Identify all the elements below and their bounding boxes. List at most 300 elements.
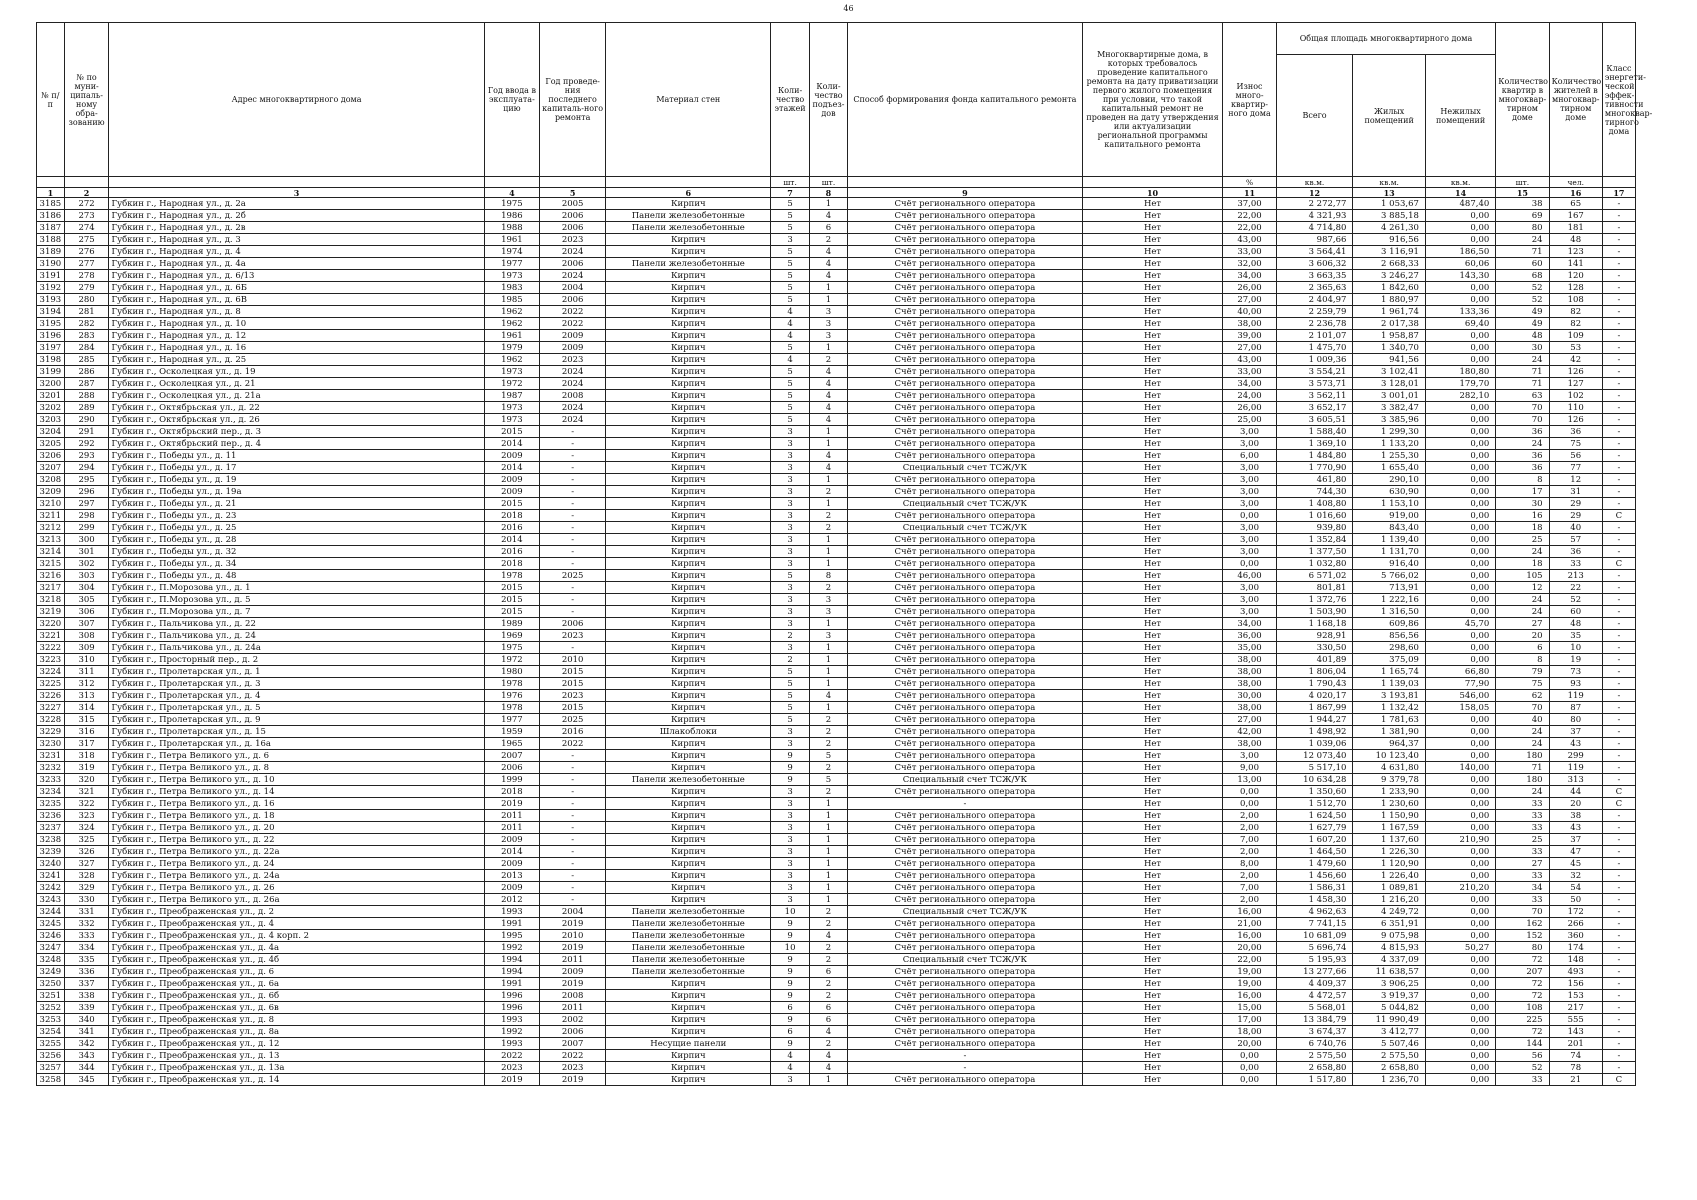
cell-address: Губкин г., Преображенская ул., д. 4 корп. 2: [109, 930, 484, 942]
cell-row-number: 3214: [37, 546, 65, 558]
cell-area-nonresidential: 0,00: [1425, 342, 1495, 354]
cell-area-nonresidential: 210,20: [1425, 882, 1495, 894]
cell-wear: 15,00: [1223, 1002, 1276, 1014]
cell-apartments: 80: [1496, 222, 1549, 234]
cell-entrances: 2: [809, 906, 847, 918]
cell-area-nonresidential: 0,00: [1425, 402, 1495, 414]
table-row: [37, 654, 1636, 666]
cell-repair-required: Нет: [1082, 270, 1223, 282]
cell-apartments: 38: [1496, 198, 1549, 210]
cell-entrances: 2: [809, 942, 847, 954]
cell-last-repair-year: -: [540, 486, 606, 498]
cell-fund-method: Счёт регионального оператора: [848, 570, 1083, 582]
cell-last-repair-year: -: [540, 786, 606, 798]
cell-area-total: 1 369,10: [1276, 438, 1353, 450]
cell-municipal-number: 273: [64, 210, 109, 222]
cell-last-repair-year: -: [540, 498, 606, 510]
cell-entrances: 3: [809, 630, 847, 642]
cell-area-total: 12 073,40: [1276, 750, 1353, 762]
cell-build-year: 1993: [484, 1014, 539, 1026]
cell-fund-method: Счёт регионального оператора: [848, 594, 1083, 606]
unit-cell: шт.: [1496, 177, 1549, 188]
cell-repair-required: Нет: [1082, 678, 1223, 690]
table-row: [37, 594, 1636, 606]
cell-wear: 27,00: [1223, 294, 1276, 306]
cell-area-nonresidential: 0,00: [1425, 534, 1495, 546]
cell-fund-method: -: [848, 798, 1083, 810]
cell-area-residential: 1 120,90: [1353, 858, 1425, 870]
cell-entrances: 4: [809, 1062, 847, 1074]
cell-residents: 21: [1549, 1074, 1602, 1086]
cell-build-year: 2014: [484, 846, 539, 858]
cell-repair-required: Нет: [1082, 234, 1223, 246]
cell-area-total: 1 498,92: [1276, 726, 1353, 738]
cell-repair-required: Нет: [1082, 438, 1223, 450]
table-row: [37, 222, 1636, 234]
cell-wear: 3,00: [1223, 546, 1276, 558]
cell-last-repair-year: -: [540, 438, 606, 450]
cell-floors: 9: [771, 774, 809, 786]
cell-fund-method: Счёт регионального оператора: [848, 1026, 1083, 1038]
cell-last-repair-year: 2024: [540, 366, 606, 378]
cell-entrances: 4: [809, 378, 847, 390]
cell-entrances: 3: [809, 330, 847, 342]
cell-build-year: 1992: [484, 1026, 539, 1038]
cell-repair-required: Нет: [1082, 498, 1223, 510]
cell-build-year: 1978: [484, 702, 539, 714]
cell-build-year: 2009: [484, 486, 539, 498]
cell-area-residential: 3 919,37: [1353, 990, 1425, 1002]
cell-wall-material: Панели железобетонные: [606, 774, 771, 786]
cell-fund-method: Счёт регионального оператора: [848, 750, 1083, 762]
cell-area-residential: 1 842,60: [1353, 282, 1425, 294]
cell-last-repair-year: 2006: [540, 210, 606, 222]
cell-entrances: 1: [809, 534, 847, 546]
cell-residents: 360: [1549, 930, 1602, 942]
cell-address: Губкин г., Просторный пер., д. 2: [109, 654, 484, 666]
cell-entrances: 2: [809, 582, 847, 594]
cell-wall-material: Кирпич: [606, 450, 771, 462]
cell-residents: 127: [1549, 378, 1602, 390]
cell-energy-class: -: [1602, 1002, 1635, 1014]
cell-residents: 493: [1549, 966, 1602, 978]
cell-area-residential: 1 150,90: [1353, 810, 1425, 822]
cell-area-total: 1 806,04: [1276, 666, 1353, 678]
cell-municipal-number: 318: [64, 750, 109, 762]
cell-wear: 32,00: [1223, 258, 1276, 270]
cell-last-repair-year: 2025: [540, 570, 606, 582]
table-row: [37, 786, 1636, 798]
cell-last-repair-year: -: [540, 462, 606, 474]
cell-area-residential: 3 885,18: [1353, 210, 1425, 222]
cell-last-repair-year: 2010: [540, 930, 606, 942]
cell-fund-method: Счёт регионального оператора: [848, 702, 1083, 714]
cell-last-repair-year: -: [540, 894, 606, 906]
cell-residents: 12: [1549, 474, 1602, 486]
cell-wall-material: Кирпич: [606, 486, 771, 498]
cell-residents: 108: [1549, 294, 1602, 306]
header-energy-class: Класс энергети-ческой эффек-тивности многоквар-тирного дома: [1602, 23, 1635, 177]
cell-residents: 65: [1549, 198, 1602, 210]
cell-area-total: 3 674,37: [1276, 1026, 1353, 1038]
cell-row-number: 3244: [37, 906, 65, 918]
cell-floors: 5: [771, 258, 809, 270]
cell-area-total: 1 586,31: [1276, 882, 1353, 894]
cell-area-nonresidential: 158,05: [1425, 702, 1495, 714]
cell-municipal-number: 345: [64, 1074, 109, 1086]
cell-apartments: 30: [1496, 342, 1549, 354]
cell-repair-required: Нет: [1082, 882, 1223, 894]
cell-address: Губкин г., Октябрьская ул., д. 26: [109, 414, 484, 426]
cell-address: Губкин г., Народная ул., д. 25: [109, 354, 484, 366]
cell-entrances: 4: [809, 402, 847, 414]
cell-wall-material: Кирпич: [606, 510, 771, 522]
cell-wall-material: Кирпич: [606, 834, 771, 846]
cell-municipal-number: 330: [64, 894, 109, 906]
cell-entrances: 8: [809, 570, 847, 582]
cell-energy-class: -: [1602, 210, 1635, 222]
cell-entrances: 2: [809, 738, 847, 750]
cell-address: Губкин г., Осколецкая ул., д. 19: [109, 366, 484, 378]
cell-residents: 52: [1549, 594, 1602, 606]
cell-fund-method: -: [848, 1050, 1083, 1062]
cell-last-repair-year: -: [540, 882, 606, 894]
cell-energy-class: -: [1602, 846, 1635, 858]
cell-entrances: 2: [809, 918, 847, 930]
cell-municipal-number: 289: [64, 402, 109, 414]
cell-area-residential: 3 116,91: [1353, 246, 1425, 258]
cell-row-number: 3215: [37, 558, 65, 570]
cell-area-nonresidential: 0,00: [1425, 498, 1495, 510]
cell-area-residential: 916,56: [1353, 234, 1425, 246]
cell-municipal-number: 298: [64, 510, 109, 522]
cell-wear: 26,00: [1223, 402, 1276, 414]
cell-last-repair-year: 2006: [540, 618, 606, 630]
cell-address: Губкин г., Преображенская ул., д. 6б: [109, 990, 484, 1002]
cell-wall-material: Панели железобетонные: [606, 210, 771, 222]
cell-row-number: 3226: [37, 690, 65, 702]
cell-energy-class: -: [1602, 330, 1635, 342]
cell-area-nonresidential: 0,00: [1425, 630, 1495, 642]
cell-municipal-number: 308: [64, 630, 109, 642]
cell-area-total: 1 032,80: [1276, 558, 1353, 570]
cell-wall-material: Кирпич: [606, 870, 771, 882]
cell-wall-material: Кирпич: [606, 546, 771, 558]
cell-municipal-number: 337: [64, 978, 109, 990]
cell-wear: 20,00: [1223, 942, 1276, 954]
cell-entrances: 2: [809, 234, 847, 246]
cell-floors: 5: [771, 222, 809, 234]
cell-area-residential: 1 216,20: [1353, 894, 1425, 906]
cell-apartments: 71: [1496, 762, 1549, 774]
table-row: [37, 258, 1636, 270]
cell-area-residential: 1 781,63: [1353, 714, 1425, 726]
cell-apartments: 24: [1496, 546, 1549, 558]
cell-last-repair-year: -: [540, 750, 606, 762]
cell-build-year: 2014: [484, 462, 539, 474]
cell-residents: 60: [1549, 606, 1602, 618]
cell-wall-material: Кирпич: [606, 474, 771, 486]
cell-wear: 38,00: [1223, 702, 1276, 714]
cell-area-total: 2 365,63: [1276, 282, 1353, 294]
cell-wear: 3,00: [1223, 606, 1276, 618]
cell-floors: 3: [771, 810, 809, 822]
cell-area-nonresidential: 0,00: [1425, 582, 1495, 594]
cell-row-number: 3251: [37, 990, 65, 1002]
cell-wear: 0,00: [1223, 786, 1276, 798]
cell-wear: 39,00: [1223, 330, 1276, 342]
cell-repair-required: Нет: [1082, 990, 1223, 1002]
cell-entrances: 2: [809, 978, 847, 990]
cell-row-number: 3235: [37, 798, 65, 810]
cell-floors: 3: [771, 834, 809, 846]
cell-fund-method: Счёт регионального оператора: [848, 222, 1083, 234]
cell-area-residential: 4 261,30: [1353, 222, 1425, 234]
cell-row-number: 3207: [37, 462, 65, 474]
cell-wear: 19,00: [1223, 978, 1276, 990]
cell-floors: 9: [771, 1038, 809, 1050]
cell-floors: 3: [771, 426, 809, 438]
cell-area-residential: 11 990,49: [1353, 1014, 1425, 1026]
cell-build-year: 2006: [484, 762, 539, 774]
unit-cell: [64, 177, 109, 188]
cell-energy-class: -: [1602, 1026, 1635, 1038]
cell-fund-method: Счёт регионального оператора: [848, 474, 1083, 486]
cell-municipal-number: 322: [64, 798, 109, 810]
cell-floors: 3: [771, 798, 809, 810]
cell-apartments: 225: [1496, 1014, 1549, 1026]
cell-area-residential: 1 255,30: [1353, 450, 1425, 462]
cell-energy-class: -: [1602, 1062, 1635, 1074]
table-row: [37, 990, 1636, 1002]
cell-fund-method: Счёт регионального оператора: [848, 690, 1083, 702]
cell-residents: 77: [1549, 462, 1602, 474]
cell-energy-class: -: [1602, 990, 1635, 1002]
cell-wall-material: Панели железобетонные: [606, 942, 771, 954]
cell-build-year: 1999: [484, 774, 539, 786]
cell-area-residential: 4 249,72: [1353, 906, 1425, 918]
unit-cell: кв.м.: [1425, 177, 1495, 188]
cell-build-year: 1977: [484, 258, 539, 270]
cell-row-number: 3237: [37, 822, 65, 834]
cell-energy-class: -: [1602, 894, 1635, 906]
cell-floors: 3: [771, 726, 809, 738]
cell-build-year: 2009: [484, 834, 539, 846]
unit-cell: [37, 177, 65, 188]
cell-address: Губкин г., Петра Великого ул., д. 10: [109, 774, 484, 786]
cell-repair-required: Нет: [1082, 762, 1223, 774]
cell-area-nonresidential: 50,27: [1425, 942, 1495, 954]
cell-residents: 174: [1549, 942, 1602, 954]
cell-build-year: 1973: [484, 270, 539, 282]
cell-address: Губкин г., Петра Великого ул., д. 16: [109, 798, 484, 810]
cell-residents: 143: [1549, 1026, 1602, 1038]
cell-area-residential: 1 299,30: [1353, 426, 1425, 438]
cell-address: Губкин г., Петра Великого ул., д. 6: [109, 750, 484, 762]
cell-residents: 54: [1549, 882, 1602, 894]
cell-repair-required: Нет: [1082, 486, 1223, 498]
cell-entrances: 4: [809, 258, 847, 270]
cell-floors: 3: [771, 870, 809, 882]
cell-wear: 34,00: [1223, 378, 1276, 390]
cell-wall-material: Кирпич: [606, 522, 771, 534]
cell-apartments: 17: [1496, 486, 1549, 498]
cell-address: Губкин г., Осколецкая ул., д. 21: [109, 378, 484, 390]
cell-last-repair-year: -: [540, 846, 606, 858]
unit-cell: кв.м.: [1276, 177, 1353, 188]
table-header: [37, 23, 1653, 198]
cell-fund-method: Счёт регионального оператора: [848, 1038, 1083, 1050]
cell-floors: 3: [771, 642, 809, 654]
table-row: [37, 678, 1636, 690]
cell-address: Губкин г., Победы ул., д. 34: [109, 558, 484, 570]
cell-row-number: 3243: [37, 894, 65, 906]
cell-area-total: 1 168,18: [1276, 618, 1353, 630]
cell-area-nonresidential: 0,00: [1425, 726, 1495, 738]
column-number: 11: [1223, 188, 1276, 198]
cell-entrances: 4: [809, 390, 847, 402]
cell-fund-method: Счёт регионального оператора: [848, 318, 1083, 330]
cell-energy-class: -: [1602, 246, 1635, 258]
cell-address: Губкин г., Октябрьский пер., д. 4: [109, 438, 484, 450]
cell-energy-class: -: [1602, 474, 1635, 486]
cell-floors: 3: [771, 882, 809, 894]
cell-area-total: 1 377,50: [1276, 546, 1353, 558]
cell-build-year: 1962: [484, 306, 539, 318]
cell-last-repair-year: 2004: [540, 282, 606, 294]
cell-wear: 38,00: [1223, 666, 1276, 678]
cell-floors: 3: [771, 474, 809, 486]
cell-row-number: 3196: [37, 330, 65, 342]
cell-repair-required: Нет: [1082, 570, 1223, 582]
cell-area-residential: 1 131,70: [1353, 546, 1425, 558]
cell-fund-method: Счёт регионального оператора: [848, 762, 1083, 774]
cell-apartments: 180: [1496, 750, 1549, 762]
cell-fund-method: Счёт регионального оператора: [848, 822, 1083, 834]
cell-fund-method: Счёт регионального оператора: [848, 846, 1083, 858]
table-row: [37, 330, 1636, 342]
cell-row-number: 3202: [37, 402, 65, 414]
cell-fund-method: Счёт регионального оператора: [848, 942, 1083, 954]
cell-fund-method: Счёт регионального оператора: [848, 630, 1083, 642]
cell-residents: 266: [1549, 918, 1602, 930]
cell-area-nonresidential: 133,36: [1425, 306, 1495, 318]
cell-build-year: 1975: [484, 642, 539, 654]
cell-repair-required: Нет: [1082, 966, 1223, 978]
cell-wear: 34,00: [1223, 270, 1276, 282]
cell-row-number: 3205: [37, 438, 65, 450]
cell-address: Губкин г., Преображенская ул., д. 8а: [109, 1026, 484, 1038]
cell-fund-method: Счёт регионального оператора: [848, 654, 1083, 666]
cell-energy-class: -: [1602, 726, 1635, 738]
cell-energy-class: -: [1602, 870, 1635, 882]
cell-municipal-number: 282: [64, 318, 109, 330]
cell-area-nonresidential: 0,00: [1425, 414, 1495, 426]
table-row: [37, 474, 1636, 486]
cell-area-residential: 1 958,87: [1353, 330, 1425, 342]
cell-row-number: 3246: [37, 930, 65, 942]
cell-fund-method: Счёт регионального оператора: [848, 390, 1083, 402]
cell-last-repair-year: -: [540, 594, 606, 606]
cell-address: Губкин г., Октябрьский пер., д. 3: [109, 426, 484, 438]
cell-address: Губкин г., Народная ул., д. 2в: [109, 222, 484, 234]
cell-floors: 3: [771, 486, 809, 498]
cell-wall-material: Кирпич: [606, 702, 771, 714]
cell-wear: 2,00: [1223, 810, 1276, 822]
cell-municipal-number: 311: [64, 666, 109, 678]
cell-entrances: 2: [809, 714, 847, 726]
cell-area-residential: 5 507,46: [1353, 1038, 1425, 1050]
cell-row-number: 3238: [37, 834, 65, 846]
cell-wall-material: Кирпич: [606, 1014, 771, 1026]
cell-address: Губкин г., Победы ул., д. 25: [109, 522, 484, 534]
cell-energy-class: -: [1602, 882, 1635, 894]
cell-municipal-number: 295: [64, 474, 109, 486]
table-row: [37, 366, 1636, 378]
cell-address: Губкин г., Победы ул., д. 23: [109, 510, 484, 522]
table-row: [37, 726, 1636, 738]
cell-fund-method: Счёт регионального оператора: [848, 402, 1083, 414]
cell-entrances: 2: [809, 486, 847, 498]
cell-address: Губкин г., Народная ул., д. 6/13: [109, 270, 484, 282]
cell-residents: 87: [1549, 702, 1602, 714]
table-row: [37, 1038, 1636, 1050]
cell-residents: 555: [1549, 1014, 1602, 1026]
cell-repair-required: Нет: [1082, 198, 1223, 210]
cell-area-total: 1 408,80: [1276, 498, 1353, 510]
table-row: [37, 714, 1636, 726]
cell-entrances: 6: [809, 222, 847, 234]
cell-area-nonresidential: 0,00: [1425, 894, 1495, 906]
cell-area-residential: 1 165,74: [1353, 666, 1425, 678]
cell-address: Губкин г., Пролетарская ул., д. 3: [109, 678, 484, 690]
cell-municipal-number: 319: [64, 762, 109, 774]
cell-energy-class: -: [1602, 306, 1635, 318]
cell-row-number: 3186: [37, 210, 65, 222]
cell-entrances: 1: [809, 702, 847, 714]
cell-area-total: 2 272,77: [1276, 198, 1353, 210]
cell-residents: 53: [1549, 342, 1602, 354]
cell-wall-material: Несущие панели: [606, 1038, 771, 1050]
header-residents: Количество жителей в многоквар-тирном доме: [1549, 23, 1602, 177]
cell-build-year: 2018: [484, 786, 539, 798]
cell-apartments: 30: [1496, 498, 1549, 510]
cell-entrances: 1: [809, 834, 847, 846]
cell-area-residential: 1 089,81: [1353, 882, 1425, 894]
cell-last-repair-year: -: [540, 558, 606, 570]
cell-energy-class: -: [1602, 342, 1635, 354]
cell-last-repair-year: 2010: [540, 654, 606, 666]
unit-cell: [848, 177, 1083, 188]
cell-wall-material: Кирпич: [606, 1062, 771, 1074]
cell-wall-material: Кирпич: [606, 894, 771, 906]
cell-residents: 109: [1549, 330, 1602, 342]
table-row: [37, 378, 1636, 390]
cell-build-year: 2011: [484, 810, 539, 822]
cell-address: Губкин г., Народная ул., д. 3: [109, 234, 484, 246]
cell-energy-class: -: [1602, 606, 1635, 618]
cell-apartments: 18: [1496, 522, 1549, 534]
cell-entrances: 4: [809, 366, 847, 378]
cell-energy-class: -: [1602, 534, 1635, 546]
header-wall-material: Материал стен: [606, 23, 771, 177]
cell-wall-material: Шлакоблоки: [606, 726, 771, 738]
cell-energy-class: -: [1602, 822, 1635, 834]
cell-repair-required: Нет: [1082, 342, 1223, 354]
cell-build-year: 1974: [484, 246, 539, 258]
cell-repair-required: Нет: [1082, 654, 1223, 666]
cell-area-nonresidential: 77,90: [1425, 678, 1495, 690]
